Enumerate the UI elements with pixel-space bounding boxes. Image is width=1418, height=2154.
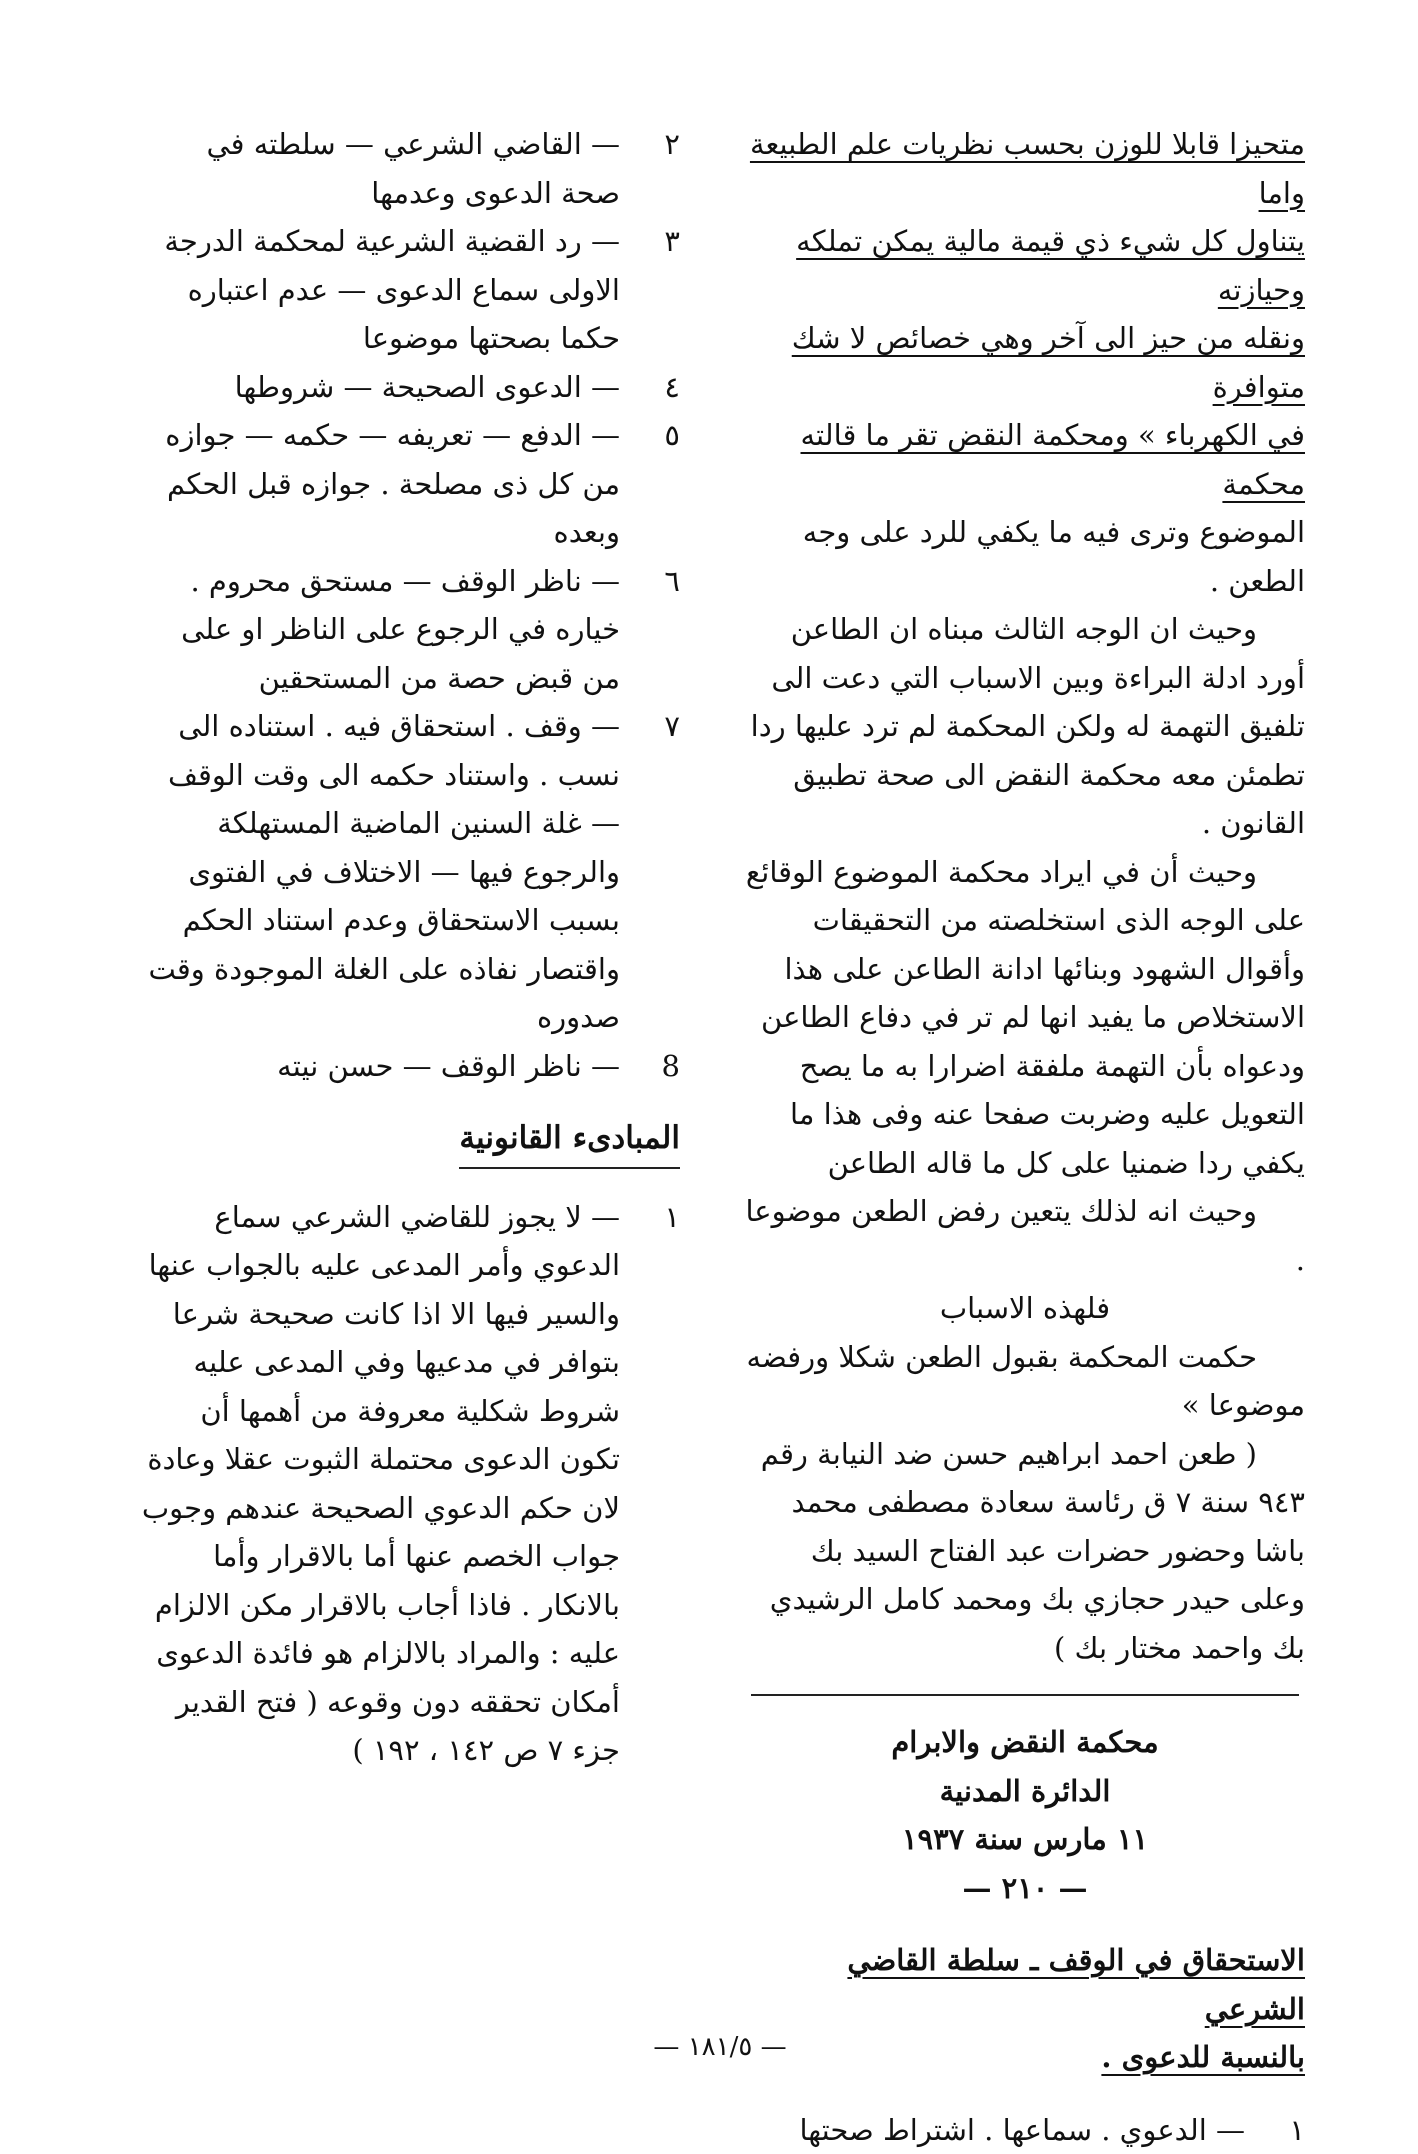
paragraph: وحيث انه لذلك يتعين رفض الطعن موضوعا . [745, 1187, 1305, 1284]
item-text: — الدعوى الصحيحة — شروطها [235, 370, 620, 404]
underlined-line: في الكهرباء » ومحكمة النقض تقر ما قالته محكمة [745, 411, 1305, 508]
list-item [140, 557, 680, 703]
principles-heading: المبادىء القانونية [459, 1114, 680, 1169]
item-text: — القاضي الشرعي — سلطته في صحة الدعوى وعدمها [206, 127, 620, 210]
circuit-name: الدائرة المدنية [745, 1767, 1305, 1816]
list-item [140, 411, 680, 557]
list-item [140, 217, 680, 363]
case-number: — ٢١٠ — [745, 1864, 1305, 1913]
list-item [140, 1042, 680, 1091]
underlined-line: يتناول كل شيء ذي قيمة مالية يمكن تملكه وحيازته [745, 217, 1305, 314]
item-text: — وقف . استحقاق فيه . استناده الى نسب . واستناد حكمه الى وقت الوقف — غلة السنين الماضية المستهلكة والرجوع فيها — الاختلاف في الفتوى بسبب الاستحقاق وعدم استناد الحكم واقتصار نفاذه على الغلة الموجودة وقت صدوره [148, 709, 620, 1034]
list-item [140, 363, 680, 412]
item-number: 8 [662, 1042, 680, 1091]
left-column [140, 120, 680, 1775]
right-column [745, 120, 1305, 2154]
case-title-continued: بالنسبة للدعوى . [745, 2033, 1305, 2082]
principle-item [140, 1193, 680, 1775]
list-item [140, 120, 680, 217]
reasons-heading: فلهذه الاسباب [745, 1284, 1305, 1333]
item-number: ٦ [664, 557, 680, 606]
list-item [140, 702, 680, 1042]
verdict: حكمت المحكمة بقبول الطعن شكلا ورفضه موضوعا » [745, 1333, 1305, 1430]
judgment-date: ١١ مارس سنة ١٩٣٧ [745, 1815, 1305, 1864]
item-number: ٣ [664, 217, 680, 266]
item-number: ٥ [664, 411, 680, 460]
item-text: — لا يجوز للقاضي الشرعي سماع الدعوي وأمر المدعى عليه بالجواب عنها والسير فيها الا اذا كانت صحيحة شرعا بتوافر في مدعيها وفي المدعى عليه شروط شكلية معروفة من أهمها أن تكون الدعوى محتملة الثبوت عقلا وعادة لان حكم الدعوي الصحيحة عندهم وجوب جواب الخصم عنها أما بالاقرار وأما بالانكار . فاذا أجاب بالاقرار مكن الالزام عليه : والمراد بالالزام هو فائدة الدعوى أمكان تحققه دون وقوعه ( فتح القدير جزء ٧ ص ١٤٢ ، ١٩٢ ) [142, 1200, 620, 1768]
underlined-line: متحيزا قابلا للوزن بحسب نظريات علم الطبيعة واما [745, 120, 1305, 217]
court-name: محكمة النقض والابرام [745, 1718, 1305, 1767]
item-text: — الدعوي . سماعها . اشتراط صحتها [799, 2113, 1245, 2147]
paragraph: وحيث أن في ايراد محكمة الموضوع الوقائع على الوجه الذى استخلصته من التحقيقات وأقوال الشهود وبنائها ادانة الطاعن على هذا الاستخلاص ما يفيد انها لم تر في دفاع الطاعن ودعواه بأن التهمة ملفقة اضرارا به ما يصح التعويل عليه وضربت صفحا عنه وفى هذا ما يكفي ردا ضمنيا على كل ما قاله الطاعن [745, 848, 1305, 1188]
item-text: — ناظر الوقف — حسن نيته [277, 1049, 620, 1083]
item-text: — رد القضية الشرعية لمحكمة الدرجة الاولى سماع الدعوى — عدم اعتباره حكما بصحتها موضوعا [164, 224, 620, 355]
case-reference: ( طعن احمد ابراهيم حسن ضد النيابة رقم ٩٤٣ سنة ٧ ق رئاسة سعادة مصطفى محمد باشا وحضور حضرات عبد الفتاح السيد بك وعلى حيدر حجازي بك ومحمد كامل الرشيدي بك واحمد مختار بك ) [745, 1430, 1305, 1673]
list-item [745, 2106, 1305, 2154]
paragraph: وحيث ان الوجه الثالث مبناه ان الطاعن أورد ادلة البراءة وبين الاسباب التي دعت الى تلفيق التهمة له ولكن المحكمة لم ترد عليها ردا تطمئن معه محكمة النقض الى صحة تطبيق القانون . [745, 605, 1305, 848]
item-number: ٤ [664, 363, 680, 412]
item-number: ٧ [664, 702, 680, 751]
page-footer: — ١٨١/٥ — [650, 2032, 790, 2062]
divider [751, 1694, 1299, 1696]
case-title: الاستحقاق في الوقف ـ سلطة القاضي الشرعي [745, 1936, 1305, 2033]
underlined-line: ونقله من حيز الى آخر وهي خصائص لا شك متوافرة [745, 314, 1305, 411]
item-text: — الدفع — تعريفه — حكمه — جوازه من كل ذى مصلحة . جوازه قبل الحكم وبعده [165, 418, 620, 549]
item-text: — ناظر الوقف — مستحق محروم . خياره في الرجوع على الناظر او على من قبض حصة من المستحقين [181, 564, 620, 695]
item-number: ٢ [664, 120, 680, 169]
item-number: ١ [664, 1193, 680, 1242]
item-number: ١ [1289, 2106, 1305, 2154]
continuation-text: الموضوع وترى فيه ما يكفي للرد على وجه الطعن . [745, 508, 1305, 605]
